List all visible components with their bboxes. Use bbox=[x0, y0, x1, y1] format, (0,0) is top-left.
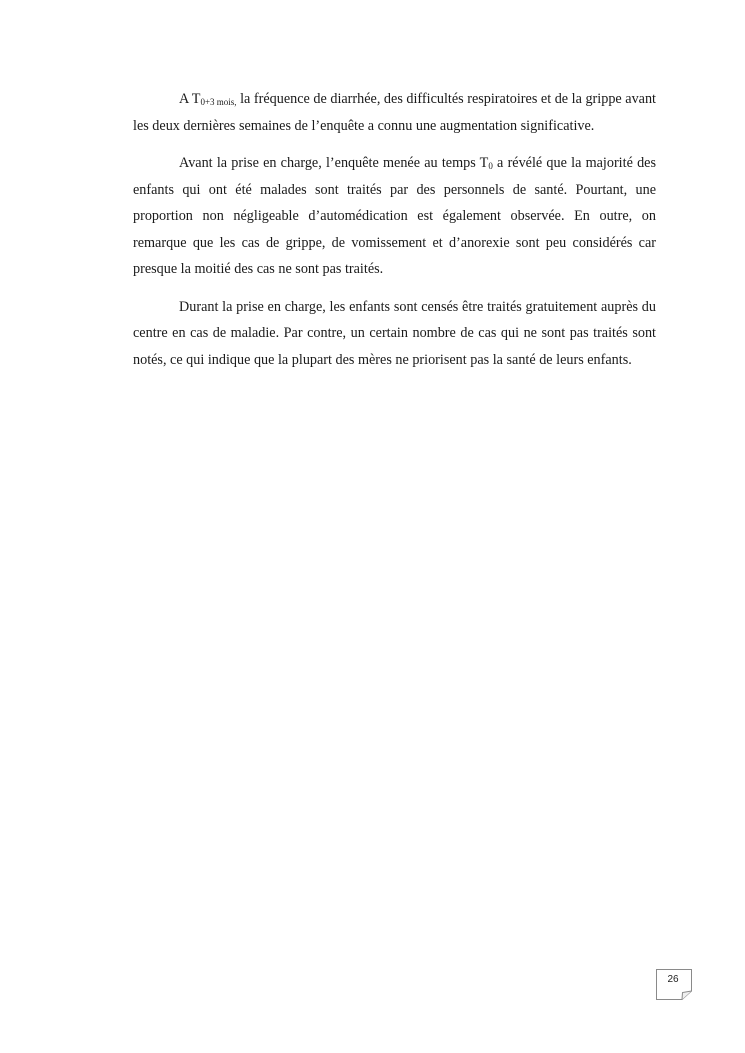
paragraph-2-rest: a révélé que la majorité des enfants qui ont été malades sont traités par des personnels de santé. Pourtant, une proportion non négligeable d’automédication est également observée. En outre, on remarque que les cas de grippe, de vomissement et d’anorexie sont peu considérés car presque la moitié des cas ne sont pas traités. bbox=[133, 155, 656, 277]
page-number: 26 bbox=[667, 974, 679, 985]
page-number-box bbox=[656, 969, 692, 1000]
paragraph-2-subscript: 0 bbox=[488, 161, 493, 171]
paragraph-1-start: A T bbox=[179, 91, 201, 107]
paragraph-1-rest: la fréquence de diarrhée, des difficultés respiratoires et de la grippe avant les deux dernières semaines de l’enquête a connu une augmentation significative. bbox=[133, 91, 656, 134]
paragraph-1-subscript: 0+3 mois, bbox=[200, 97, 237, 107]
paragraph-2-start: Avant la prise en charge, l’enquête menée au temps T bbox=[179, 155, 489, 171]
paragraph-3: Durant la prise en charge, les enfants sont censés être traités gratuitement auprès du centre en cas de maladie. Par contre, un certain nombre de cas qui ne sont pas traités sont notés, ce qui indique que la plupart des mères ne priorisent pas la santé de leurs enfants. bbox=[133, 298, 656, 368]
body-text bbox=[133, 86, 656, 384]
paragraph-1 bbox=[133, 86, 656, 139]
paragraph-2 bbox=[133, 150, 656, 283]
